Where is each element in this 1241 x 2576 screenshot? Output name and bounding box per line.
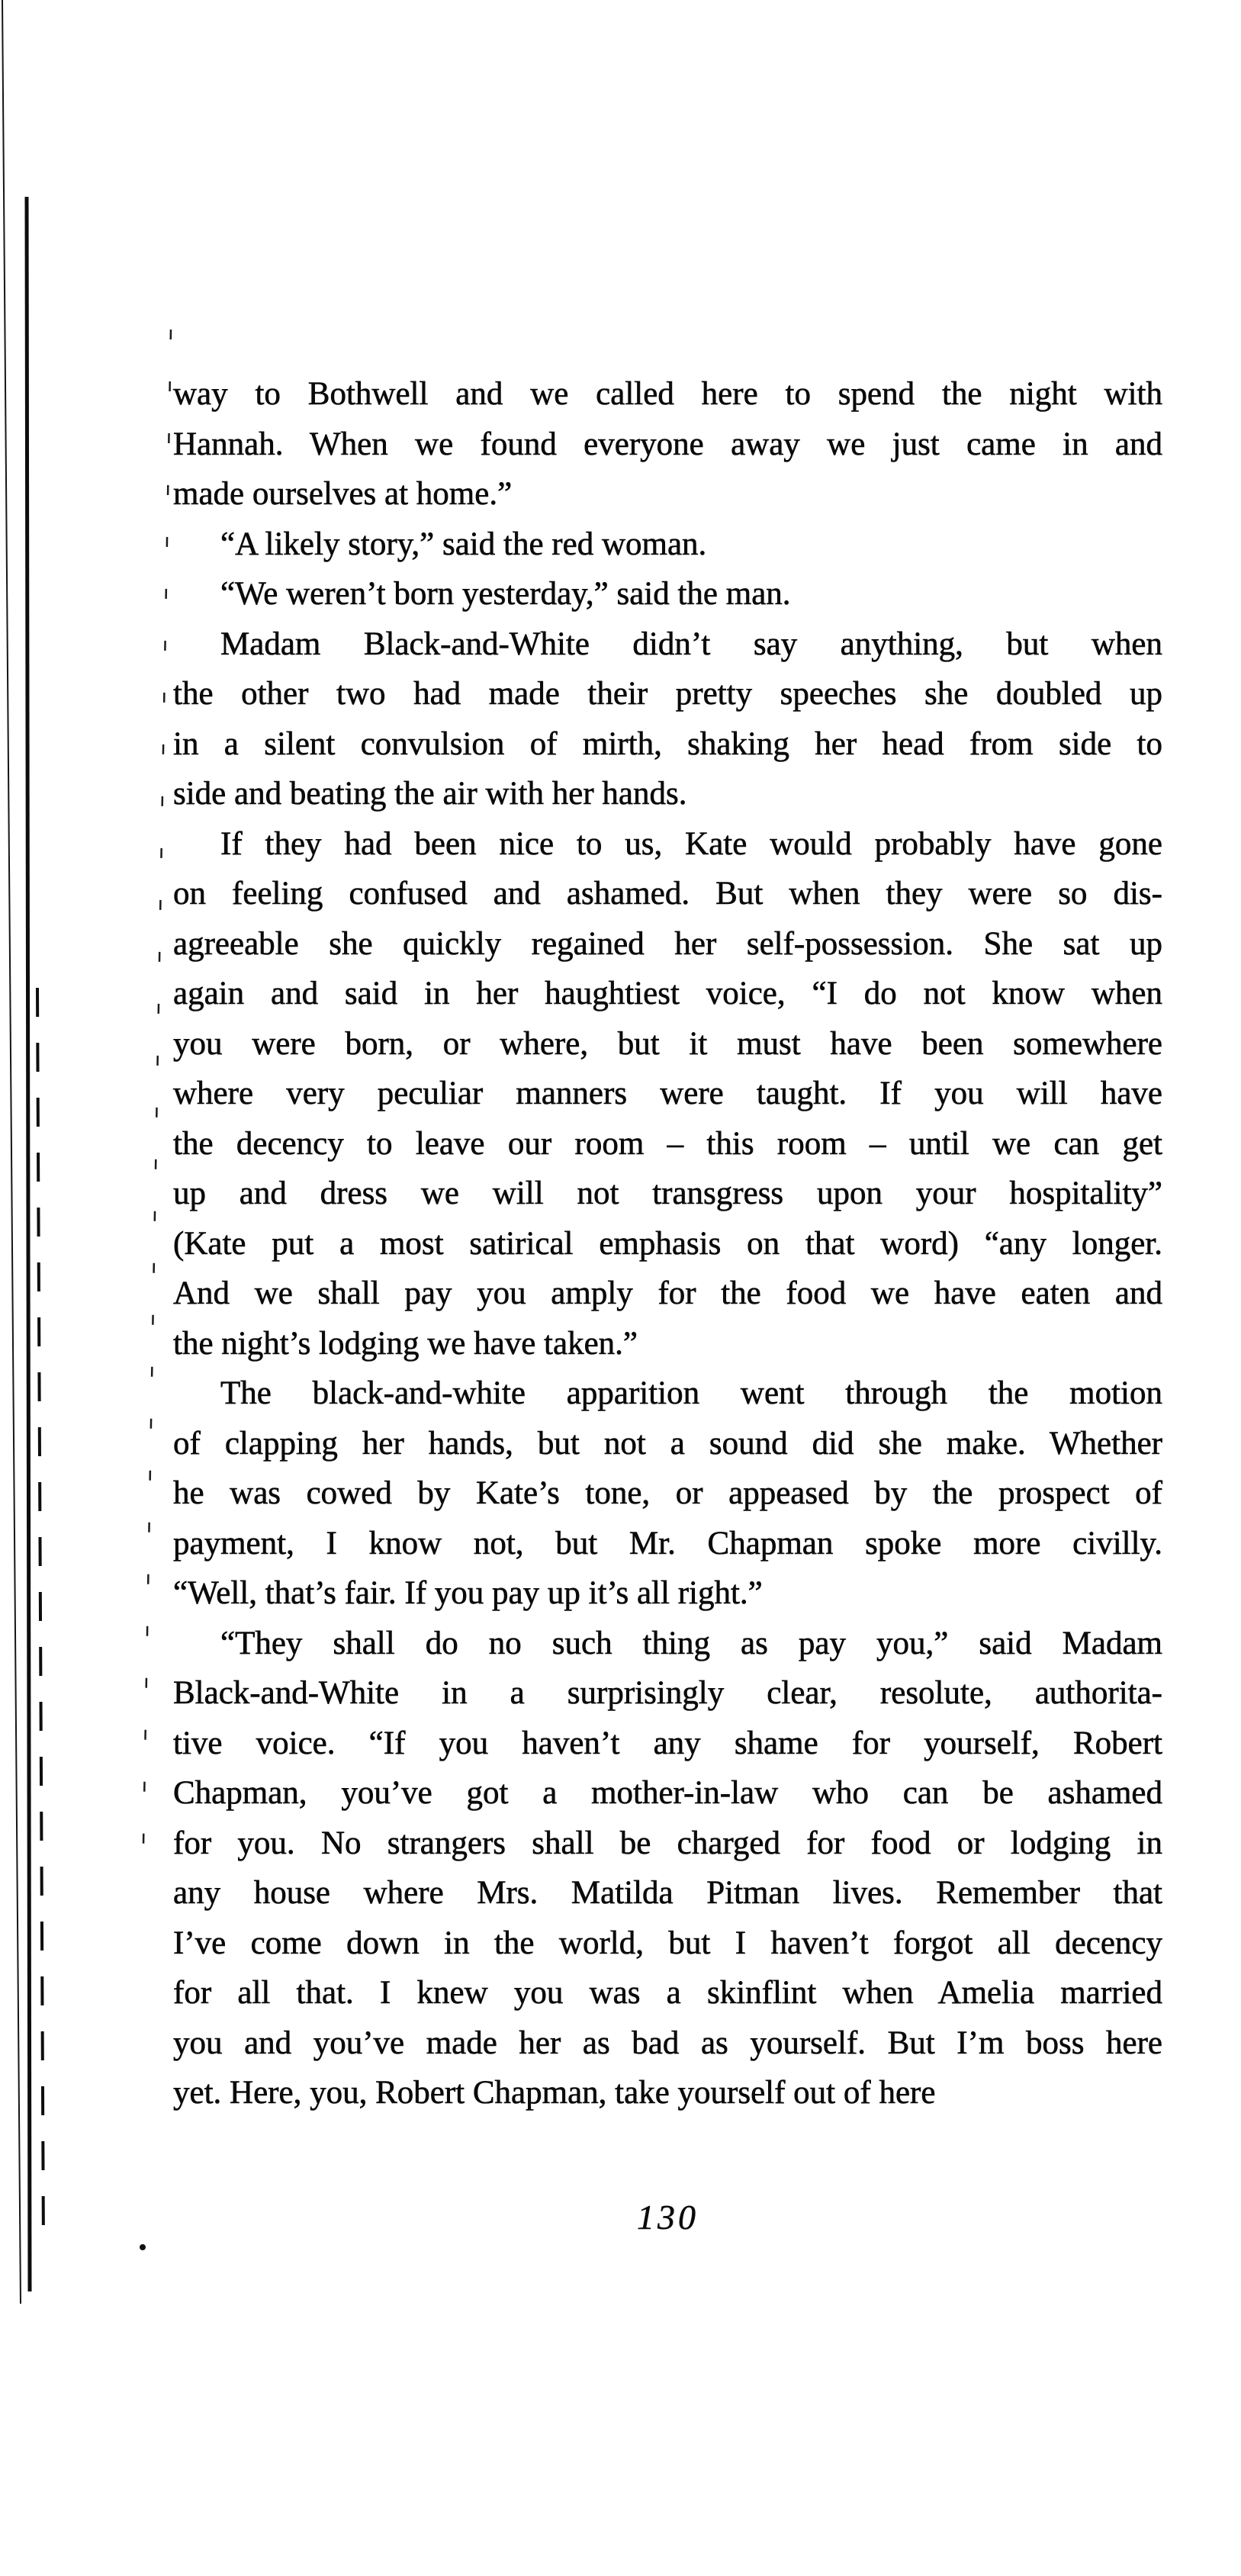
text-line: way to Bothwell and we called here to spend the night with (173, 376, 1162, 412)
text-line: The black-and-white apparition went through the motion (220, 1375, 1162, 1411)
text-line: Hannah. When we found everyone away we just came in and (173, 426, 1162, 462)
margin-dashed-line (143, 330, 171, 1844)
text-line: (Kate put a most satirical emphasis on that word) “any longer. (173, 1225, 1162, 1262)
text-line: And we shall pay you amply for the food we have eaten and (173, 1275, 1162, 1311)
text-line: yet. Here, you, Robert Chapman, take yourself out of here (173, 2075, 936, 2111)
paragraph (173, 619, 1162, 819)
text-line: made ourselves at home.” (173, 476, 513, 512)
paragraph (173, 819, 1162, 1369)
ink-speck (140, 2244, 146, 2250)
text-line: agreeable she quickly regained her self-possession. She sat up (173, 925, 1162, 962)
text-line: If they had been nice to us, Kate would probably have gone (220, 825, 1162, 862)
paragraph (173, 369, 1162, 519)
page-number: 130 (637, 2198, 699, 2237)
text-line: Madam Black-and-White didn’t say anything, but when (220, 626, 1162, 662)
text-line: “A likely story,” said the red woman. (220, 526, 707, 562)
text-line: for you. No strangers shall be charged for food or lodging in (173, 1825, 1162, 1861)
text-line: for all that. I knew you was a skinflint when Amelia married (173, 1975, 1162, 2011)
text-line: any house where Mrs. Matilda Pitman lives. Remember that (173, 1875, 1162, 1911)
text-line: the decency to leave our room – this room – until we can get (173, 1125, 1162, 1162)
paragraph (173, 519, 1162, 570)
paragraph (173, 1619, 1162, 2118)
text-line: up and dress we will not transgress upon your hospitality” (173, 1175, 1162, 1211)
text-line: “Well, that’s fair. If you pay up it’s all right.” (173, 1575, 763, 1611)
text-line: again and said in her haughtiest voice, “I do not know when (173, 976, 1162, 1011)
text-line: payment, I know not, but Mr. Chapman spoke more civilly. (173, 1525, 1162, 1561)
text-line: “We weren’t born yesterday,” said the man. (220, 576, 791, 612)
text-line: he was cowed by Kate’s tone, or appeased by the prospect of (173, 1475, 1162, 1511)
text-line: of clapping her hands, but not a sound did she make. Whether (173, 1425, 1162, 1462)
page-text (173, 369, 1162, 2118)
text-line: side and beating the air with her hands. (173, 776, 687, 812)
page-edge-line (2, 0, 21, 2304)
text-line: you and you’ve made her as bad as yourself. But I’m boss here (173, 2024, 1162, 2061)
text-line: the night’s lodging we have taken.” (173, 1325, 638, 1362)
text-line: in a silent convulsion of mirth, shaking her head from side to (173, 725, 1162, 762)
text-line: tive voice. “If you haven’t any shame for yourself, Robert (173, 1725, 1162, 1761)
paragraph (173, 569, 1162, 619)
text-line: where very peculiar manners were taught. If you will have (173, 1076, 1162, 1111)
text-line: Chapman, you’ve got a mother-in-law who can be ashamed (173, 1775, 1162, 1811)
text-line: Black-and-White in a surprisingly clear, resolute, authorita- (173, 1675, 1162, 1711)
paragraph (173, 1368, 1162, 1619)
text-line: on feeling confused and ashamed. But when they were so dis- (173, 876, 1162, 912)
text-line: I’ve come down in the world, but I haven’t forgot all decency (173, 1925, 1162, 1961)
binding-line-thick (27, 197, 30, 2291)
text-line: “They shall do no such thing as pay you,” said Madam (220, 1625, 1162, 1661)
text-line: you were born, or where, but it must have been somewhere (173, 1025, 1162, 1062)
text-line: the other two had made their pretty speeches she doubled up (173, 676, 1162, 712)
binding-line-broken (37, 988, 43, 2249)
